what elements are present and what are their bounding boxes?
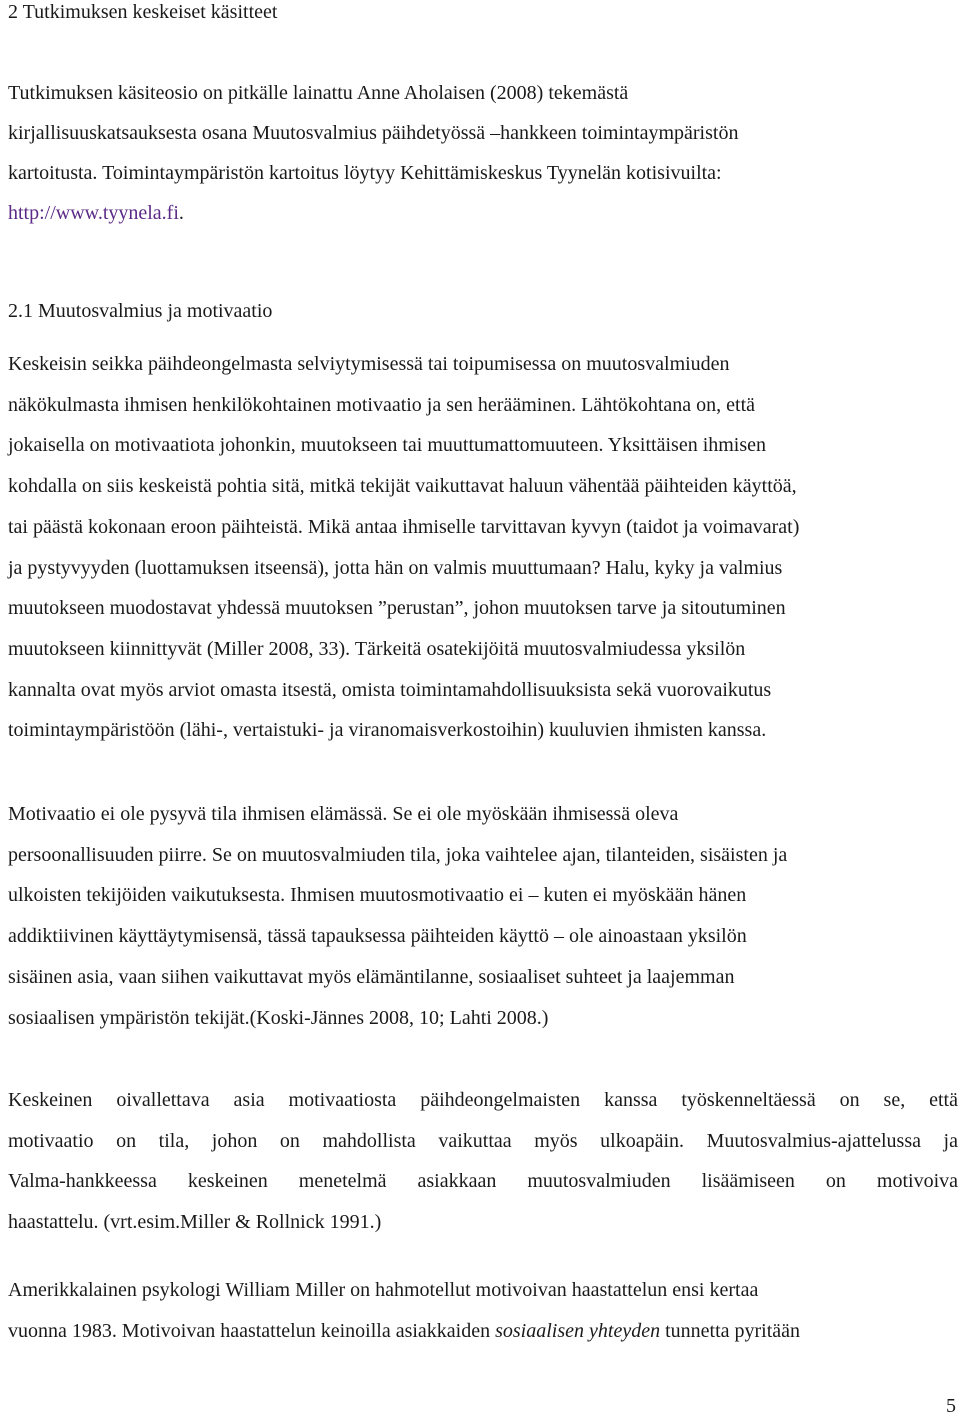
section-heading: 2.1 Muutosvalmius ja motivaatio — [8, 300, 273, 322]
p1-line-7: muutokseen muodostavat yhdessä muutoksen ”perustan”, johon muutoksen tarve ja sitoutuminen — [8, 597, 786, 620]
p1-line-2: näkökulmasta ihmisen henkilökohtainen motivaatio ja sen herääminen. Lähtökohtana on, että — [8, 393, 756, 416]
p4-line-2 — [8, 1311, 958, 1352]
intro-line-2: kirjallisuuskatsauksesta osana Muutosvalmius päihdetyössä –hankkeen toimintaympäristön — [8, 122, 739, 144]
p2-line-3: ulkoisten tekijöiden vaikutuksesta. Ihmisen muutosmotivaatio ei – kuten ei myöskään hänen — [8, 884, 747, 907]
paragraph-1 — [8, 344, 958, 751]
p3-line-2: motivaatio on tila, johon on mahdollista vaikuttaa myös ulkoapäin. Muutosvalmius-ajattelussa ja — [8, 1129, 958, 1152]
p3-line-3: Valma-hankkeessa keskeinen menetelmä asiakkaan muutosvalmiuden lisäämiseen on motivoiva — [8, 1170, 958, 1193]
p2-line-5: sisäinen asia, vaan siihen vaikuttavat myös elämäntilanne, sosiaaliset suhteet ja laajemman — [8, 965, 735, 988]
p1-line-1: Keskeisin seikka päihdeongelmasta selviytymisessä tai toipumisessa on muutosvalmiuden — [8, 353, 730, 375]
p4-line-2-start: vuonna 1983. Motivoivan haastattelun keinoilla asiakkaiden — [8, 1319, 496, 1342]
paragraph-4 — [8, 1270, 958, 1351]
link-trailing-period: . — [178, 202, 184, 224]
p1-line-9: kannalta ovat myös arviot omasta itsestä, omista toimintamahdollisuuksista sekä vuorovaikutus — [8, 678, 772, 701]
intro-line-4 — [8, 193, 958, 233]
p3-line-1: Keskeinen oivallettava asia motivaatiosta päihdeongelmaisten kanssa työskenneltäessä on se, että — [8, 1089, 958, 1111]
intro-paragraph — [8, 73, 958, 233]
p2-line-4: addiktiivinen käyttäytymisensä, tässä tapauksessa päihteiden käyttö – ole ainoastaan yksilön — [8, 925, 747, 948]
intro-line-3: kartoitusta. Toimintaympäristön kartoitus löytyy Kehittämiskeskus Tyynelän kotisivuilta: — [8, 162, 722, 184]
paragraph-3 — [8, 1080, 958, 1243]
p2-line-2: persoonallisuuden piirre. Se on muutosvalmiuden tila, joka vaihtelee ajan, tilanteiden, sisäisten ja — [8, 843, 788, 866]
paragraph-2 — [8, 794, 958, 1038]
p1-line-8: muutokseen kiinnittyvät (Miller 2008, 33). Tärkeitä osatekijöitä muutosvalmiudessa yksilön — [8, 637, 746, 660]
italic-phrase: sosiaalisen yhteyden — [495, 1319, 661, 1342]
p1-line-10: toimintaympäristöön (lähi-, vertaistuki- ja viranomaisverkostoihin) kuuluvien ihmisten kanssa. — [8, 719, 767, 742]
p1-line-5: tai päästä kokonaan eroon päihteistä. Mikä antaa ihmiselle tarvittavan kyvyn (taidot ja voimavarat) — [8, 515, 800, 538]
p2-line-6: sosiaalisen ympäristön tekijät.(Koski-Jännes 2008, 10; Lahti 2008.) — [8, 1006, 549, 1029]
p3-line-4: haastattelu. (vrt.esim.Miller & Rollnick 1991.) — [8, 1211, 382, 1234]
website-link[interactable]: http://www.tyynela.fi — [8, 202, 179, 224]
chapter-heading: 2 Tutkimuksen keskeiset käsitteet — [8, 1, 278, 23]
p4-line-2-end: tunnetta pyritään — [660, 1319, 801, 1342]
p1-line-6: ja pystyvyyden (luottamuksen itseensä), jotta hän on valmis muuttumaan? Halu, kyky ja valmius — [8, 556, 783, 579]
page-number: 5 — [946, 1395, 956, 1417]
p1-line-3: jokaisella on motivaatiota johonkin, muutokseen tai muuttumattomuuteen. Yksittäisen ihmisen — [8, 434, 767, 457]
p4-line-1: Amerikkalainen psykologi William Miller on hahmotellut motivoivan haastattelun ensi kertaa — [8, 1279, 759, 1301]
intro-line-1: Tutkimuksen käsiteosio on pitkälle lainattu Anne Aholaisen (2008) tekemästä — [8, 82, 629, 104]
p2-line-1: Motivaatio ei ole pysyvä tila ihmisen elämässä. Se ei ole myöskään ihmisessä oleva — [8, 803, 679, 825]
p1-line-4: kohdalla on siis keskeistä pohtia sitä, mitkä tekijät vaikuttavat haluun vähentää päihteiden käyttöä, — [8, 475, 797, 498]
